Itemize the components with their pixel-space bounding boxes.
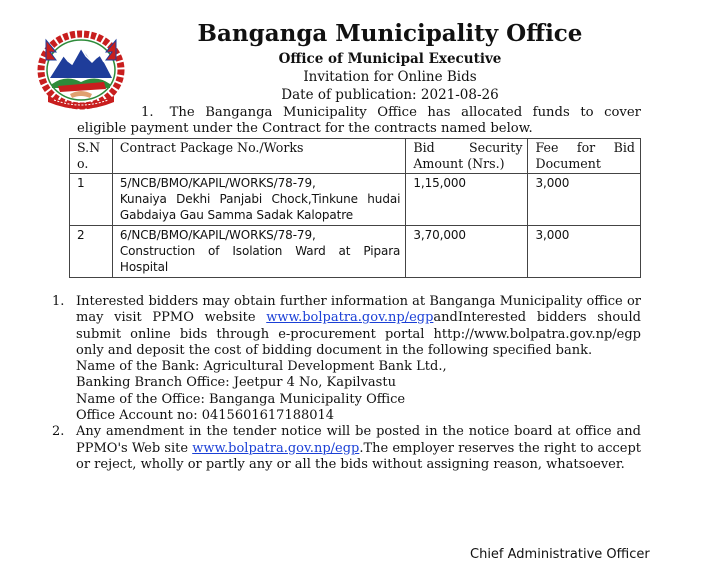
cell-security: 3,70,000: [406, 226, 528, 278]
note-text: andInterested bidders should submit online bids through e-procurement portal http://www.bolpatra.gov.np/egp only and deposit the cost of bidding document in the following specified bank.: [76, 310, 641, 358]
contracts-table: [69, 138, 641, 278]
cell-fee: 3,000: [528, 174, 641, 226]
note-number: 2.: [52, 424, 65, 440]
intro-paragraph: [77, 105, 641, 137]
page-title: Banganga Municipality Office: [197, 20, 583, 47]
intro-number: 1.: [141, 105, 154, 120]
intro-text: The Banganga Municipality Office has allocated funds to cover eligible payment under the Contract for the contracts named below.: [77, 105, 641, 136]
ppmo-website-link[interactable]: www.bolpatra.gov.np/egp: [192, 440, 360, 456]
publication-date: Date of publication: 2021-08-26: [281, 87, 499, 103]
column-header-fee: Fee for Bid Document: [528, 139, 641, 174]
list-item: [52, 294, 641, 424]
cell-security: 1,15,000: [406, 174, 528, 226]
column-header-security: Bid Security Amount (Nrs.): [406, 139, 528, 174]
office-heading: Office of Municipal Executive: [278, 51, 502, 67]
signature-title: Chief Administrative Officer: [470, 547, 650, 562]
ppmo-website-link[interactable]: www.bolpatra.gov.np/egp: [266, 310, 434, 326]
work-name: Kunaiya Dekhi Panjabi Chock,Tinkune hudai Gabdaiya Gau Samma Sadak Kalopatre: [119, 192, 401, 222]
bank-name: Name of the Bank: Agricultural Development Bank Ltd.,: [76, 359, 447, 375]
package-number: 6/NCB/BMO/KAPIL/WORKS/78-79,: [119, 228, 316, 242]
table-header-row: [70, 139, 641, 174]
table-row: [70, 174, 641, 226]
office-account: Office Account no: 0415601617188014: [76, 408, 335, 424]
note-text: .The employer reserves the right to accept or reject, wholly or partly any or all the bids without assigning reason, whatsoever.: [76, 440, 642, 472]
cell-sn: 1: [70, 174, 113, 226]
list-item: [52, 424, 641, 473]
note-text: Interested bidders may obtain further information at Banganga Municipality office or may visit PPMO website: [76, 294, 641, 326]
column-header-sn: S.N o.: [70, 139, 113, 174]
note-text: Any amendment in the tender notice will be posted in the notice board at office and PPMO's Web site: [76, 424, 641, 456]
notes-list: [52, 294, 641, 473]
table-row: [70, 226, 641, 278]
office-name: Name of the Office: Banganga Municipality Office: [76, 391, 406, 407]
cell-sn: 2: [70, 226, 113, 278]
work-name: Construction of Isolation Ward at Pipara Hospital: [119, 244, 401, 274]
package-number: 5/NCB/BMO/KAPIL/WORKS/78-79,: [119, 176, 316, 190]
cell-fee: 3,000: [528, 226, 641, 278]
cell-package: [112, 174, 405, 226]
notice-subject: Invitation for Online Bids: [303, 69, 477, 85]
note-number: 1.: [52, 294, 65, 309]
bank-branch: Banking Branch Office: Jeetpur 4 No, Kapilvastu: [76, 375, 396, 391]
cell-package: [112, 226, 405, 278]
column-header-package: Contract Package No./Works: [112, 139, 405, 174]
